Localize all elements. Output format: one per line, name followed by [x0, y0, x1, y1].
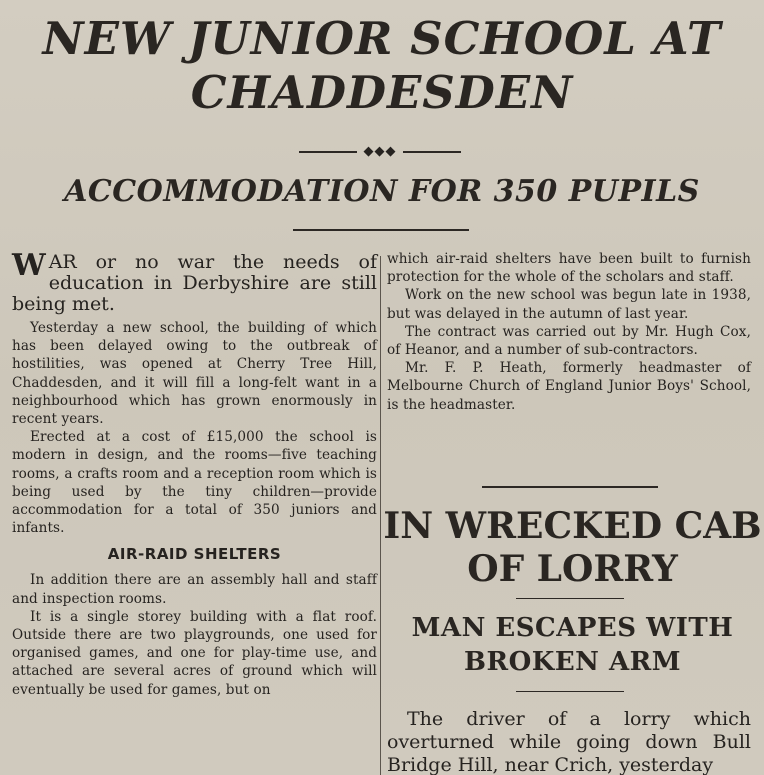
right-column	[387, 250, 751, 414]
second-headline-line-2: OF LORRY	[467, 548, 678, 590]
ornament-line-right	[403, 151, 461, 153]
second-subhead-rule	[516, 691, 624, 692]
headline-line-2: CHADDESDEN	[190, 66, 574, 119]
lead-text: AR or no war the needs of education in Derbyshire are still being met.	[12, 251, 377, 315]
paragraph-6: Work on the new school was begun late in 1938, but was delayed in the autumn of last year.	[387, 287, 751, 322]
ornament-divider	[299, 142, 461, 162]
second-headline-rule	[516, 598, 624, 599]
subhead-air-raid-shelters: AIR-RAID SHELTERS	[107, 545, 282, 564]
diamond-ornament-icon: ◆◆◆	[363, 144, 397, 159]
second-subhead-line-2: BROKEN ARM	[463, 647, 682, 677]
paragraph-3: In addition there are an assembly hall and staff and inspection rooms.	[12, 572, 377, 607]
deck-headline: ACCOMMODATION FOR 350 PUPILS	[64, 174, 700, 209]
second-headline-line-1: IN WRECKED CAB	[383, 505, 762, 547]
paragraph-2: Erected at a cost of £15,000 the school is modern in design, and the rooms—five teaching rooms, a crafts room and a reception room which is being used by the tiny children—provide accommodation for a total of 350 juniors and infants.	[12, 429, 377, 537]
headline-line-1: NEW JUNIOR SCHOOL AT	[42, 12, 722, 65]
second-story-text: The driver of a lorry which overturned while going down Bull Bridge Hill, near Crich, yesterday	[387, 708, 751, 775]
paragraph-7: The contract was carried out by Mr. Hugh Cox, of Heanor, and a number of sub-contractors.	[387, 323, 751, 359]
left-column	[12, 248, 377, 699]
paragraph-1: Yesterday a new school, the building of which has been delayed owing to the outbreak of hostilities, was opened at Cherry Tree Hill, Chaddesden, and it will fill a long-felt want in a neighbourhood which has grown enormously in recent years.	[12, 320, 377, 428]
paragraph-8: Mr. F. P. Heath, formerly headmaster of Melbourne Church of England Junior Boys' School, is the headmaster.	[387, 360, 751, 413]
deck-rule	[293, 229, 469, 231]
paragraph-4: It is a single storey building with a flat roof. Outside there are two playgrounds, one used for organised games, and one for play-time use, and attached are several acres of ground which will eventually be used for games, but on	[12, 608, 377, 698]
story-separator-rule	[482, 486, 658, 488]
ornament-line-left	[299, 151, 357, 153]
paragraph-5: which air-raid shelters have been built to furnish protection for the whole of the scholars and staff.	[387, 251, 751, 286]
drop-cap: W	[12, 248, 46, 283]
second-subhead-line-1: MAN ESCAPES WITH	[411, 613, 734, 643]
lead-paragraph	[12, 248, 377, 315]
